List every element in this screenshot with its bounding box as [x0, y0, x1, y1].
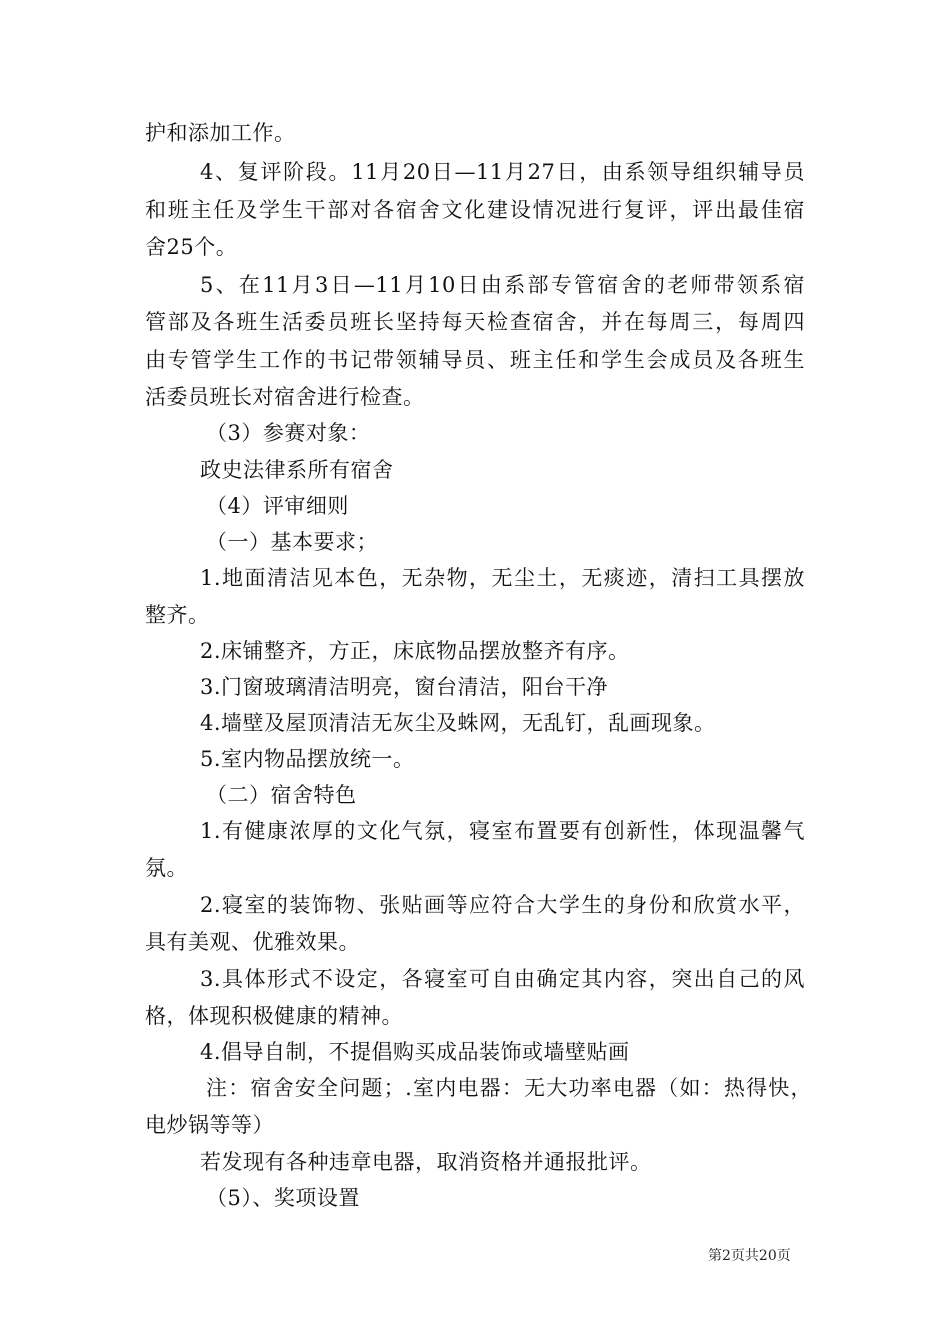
text-line: 3.门窗玻璃清洁明亮，窗台清洁，阳台干净: [200, 675, 609, 699]
text-line: 和班主任及学生干部对各宿舍文化建设情况进行复评，评出最佳宿: [145, 198, 805, 222]
text-line: 2.寝室的装饰物、张贴画等应符合大学生的身份和欣赏水平，: [200, 893, 805, 917]
text-line: 若发现有各种违章电器，取消资格并通报批评。: [200, 1150, 652, 1174]
text-line: 政史法律系所有宿舍: [200, 458, 394, 482]
text-line: 5.室内物品摆放统一。: [200, 747, 415, 771]
text-line: 护和添加工作。: [145, 121, 296, 145]
text-line: 由专管学生工作的书记带领辅导员、班主任和学生会成员及各班生: [145, 348, 805, 372]
text-line: 格，体现积极健康的精神。: [145, 1004, 403, 1028]
text-line: 氛。: [145, 856, 188, 880]
text-line: 4.墙壁及屋顶清洁无灰尘及蛛网，无乱钉，乱画现象。: [200, 711, 716, 735]
text-line: 5、在11月3日—11月10日由系部专管宿舍的老师带领系宿: [200, 273, 805, 297]
text-line: 3.具体形式不设定，各寝室可自由确定其内容，突出自己的风: [200, 967, 805, 991]
text-line: 电炒锅等等）: [145, 1113, 274, 1137]
subsection-heading: （一）基本要求；: [206, 530, 378, 554]
text-line: 1.有健康浓厚的文化气氛，寝室布置要有创新性，体现温馨气: [200, 819, 805, 843]
text-line: 4、复评阶段。11月20日—11月27日，由系领导组织辅导员: [200, 160, 805, 184]
text-line: 1.地面清洁见本色，无杂物，无尘土，无痰迹，清扫工具摆放: [200, 566, 805, 590]
subsection-heading: （二）宿舍特色: [206, 783, 357, 807]
section-heading: （5）、奖项设置: [206, 1186, 360, 1210]
text-line: 4.倡导自制，不提倡购买成品装饰或墙壁贴画: [200, 1040, 630, 1064]
note-line: 注：宿舍安全问题；.室内电器：无大功率电器（如：热得快，: [206, 1076, 812, 1100]
text-line: 2.床铺整齐，方正，床底物品摆放整齐有序。: [200, 639, 630, 663]
text-line: 舍25个。: [145, 235, 238, 259]
text-line: 管部及各班生活委员班长坚持每天检查宿舍，并在每周三，每周四: [145, 310, 805, 334]
section-heading: （4）评审细则: [206, 494, 349, 518]
text-line: 活委员班长对宿舍进行检查。: [145, 385, 425, 409]
text-line: 整齐。: [145, 603, 210, 627]
page-number: 第2页共20页: [708, 1248, 791, 1264]
text-line: 具有美观、优雅效果。: [145, 930, 360, 954]
section-heading: （3）参赛对象：: [206, 421, 371, 445]
